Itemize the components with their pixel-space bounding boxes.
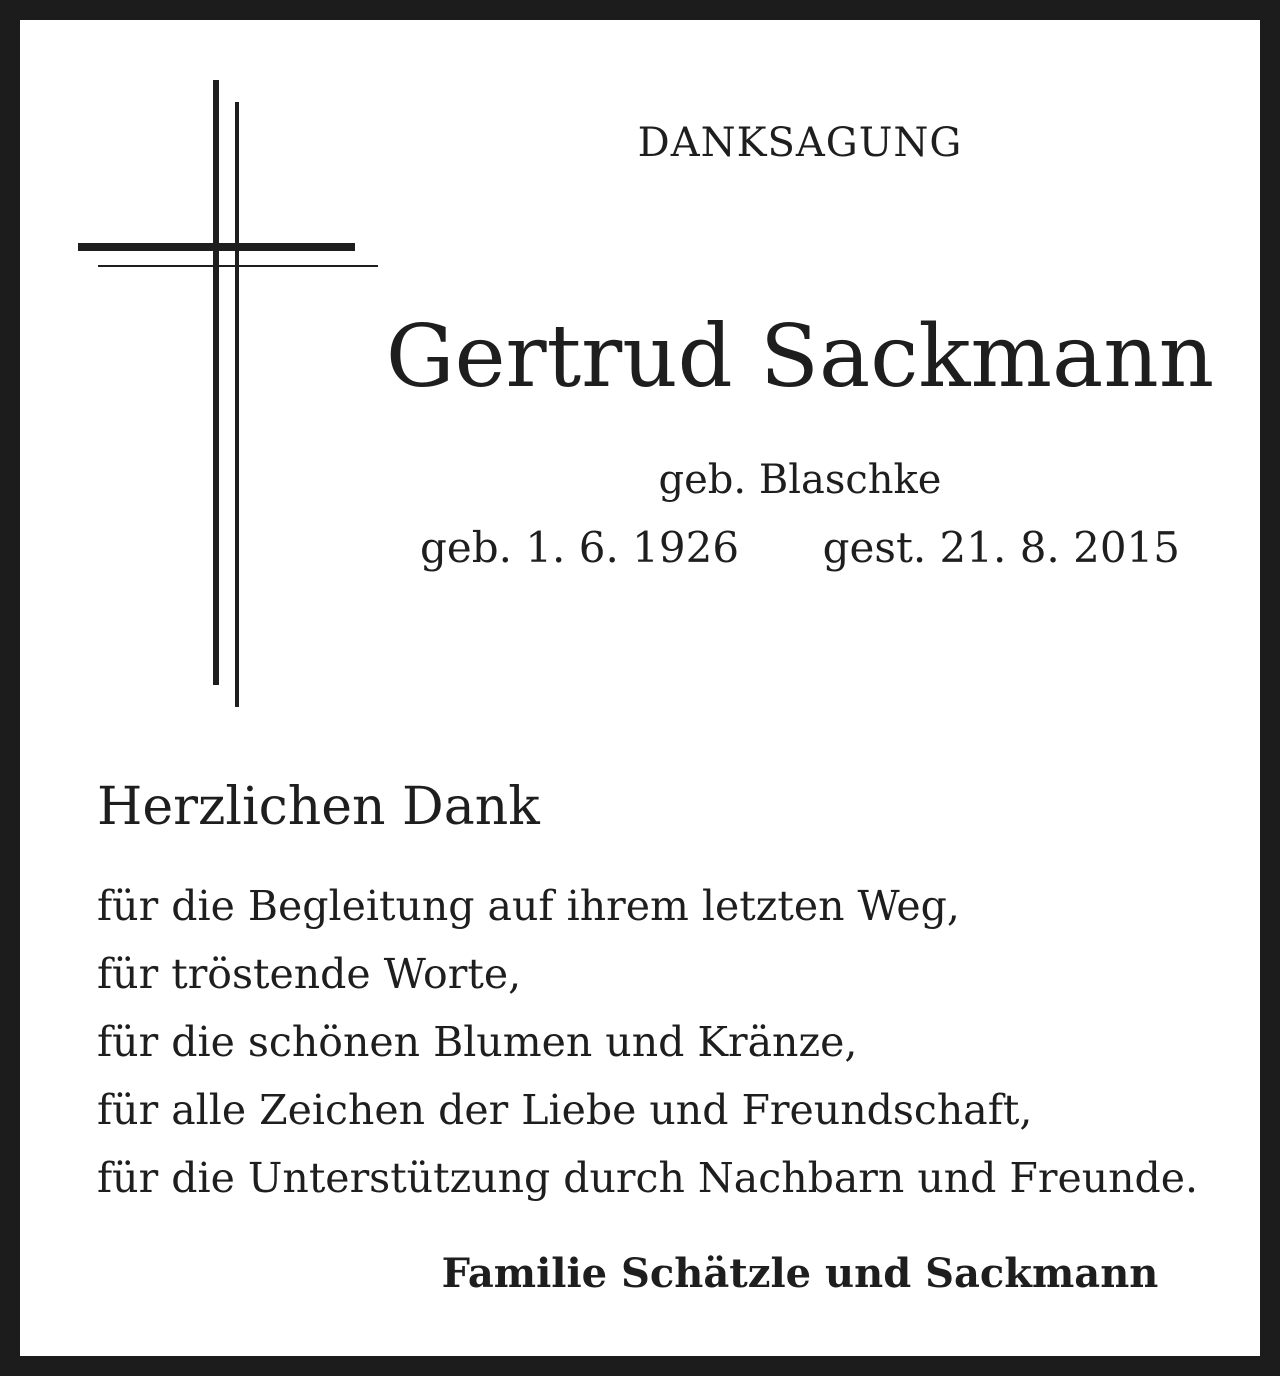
maiden-name: geb. Blaschke [658,457,942,503]
cross-vertical-shadow-bar [235,102,239,707]
family-signature: Familie Schätzle und Sackmann [441,1250,1159,1297]
death-date: gest. 21. 8. 2015 [822,523,1180,572]
thanks-title: Herzlichen Dank [97,777,540,837]
life-dates [420,523,1180,572]
thanks-list [97,878,1237,1218]
cross-horizontal-shadow-bar [98,265,378,267]
notice-heading: DANKSAGUNG [637,120,963,166]
thanks-line: für die schönen Blumen und Kränze, [97,1018,858,1066]
cross-vertical-bar [213,80,219,685]
birth-date: geb. 1. 6. 1926 [420,523,740,572]
deceased-name: Gertrud Sackmann [385,307,1215,407]
thanks-line: für alle Zeichen der Liebe und Freundschaft, [97,1086,1033,1134]
thanks-line: für tröstende Worte, [97,950,522,998]
cross-horizontal-bar [78,243,355,251]
thanks-line: für die Unterstützung durch Nachbarn und Freunde. [97,1154,1199,1202]
thanks-line: für die Begleitung auf ihrem letzten Weg, [97,882,960,930]
